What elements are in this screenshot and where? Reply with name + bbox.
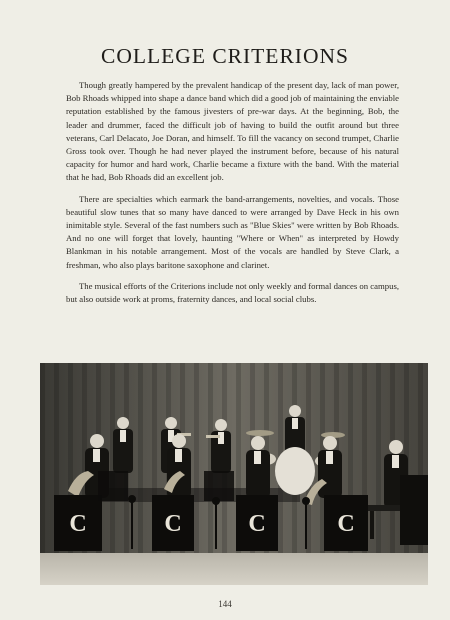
band-photograph	[40, 363, 428, 585]
paragraph: The musical efforts of the Criterions include not only weekly and formal dances on campus, but also outside work at proms, fraternity dances, and local social clubs.	[66, 280, 399, 305]
stand-monogram: C	[164, 511, 182, 537]
article-body	[66, 79, 399, 314]
paragraph: Though greatly hampered by the prevalent handicap of the present day, lack of man power, Bob Rhoads whipped into shape a dance band which did a good job of maintaining the enviable reputation established by the famous jivesters of pre-war days. At the beginning, Bob, the leader and drummer, faced the difficult job of having to build the outfit around but three veterans, Carl Delacato, Joe Doran, and himself. To fill the vacancy on second trumpet, Charlie Gross took over. Though he had never played the instrument before, because of his natural capacity for humor and hard work, Charlie became a fixture with the band. With the material that he had, Bob Rhoads did an excellent job.	[66, 80, 399, 183]
page-number: 144	[218, 599, 232, 609]
stand-monogram: C	[69, 511, 87, 537]
stand-monogram: C	[337, 511, 355, 537]
page-title: COLLEGE CRITERIONS	[101, 44, 349, 68]
stage-floor	[40, 553, 428, 585]
paragraph: There are specialties which earmark the band-arrangements, novelties, and vocals. Those beautiful slow tunes that so many have danced to were arranged by Dave Heck in his own inimitable style. Several of the fast numbers such as "Blue Skies" were written by Bob Rhoads. And no one will forget that lovely, haunting "Where or When" as interpreted by Howdy Blankman in his notable arrangement. Most of the vocals are handled by Steve Clark, a freshman, who also plays baritone saxophone and clarinet.	[66, 193, 399, 270]
stand-monogram: C	[248, 511, 266, 537]
